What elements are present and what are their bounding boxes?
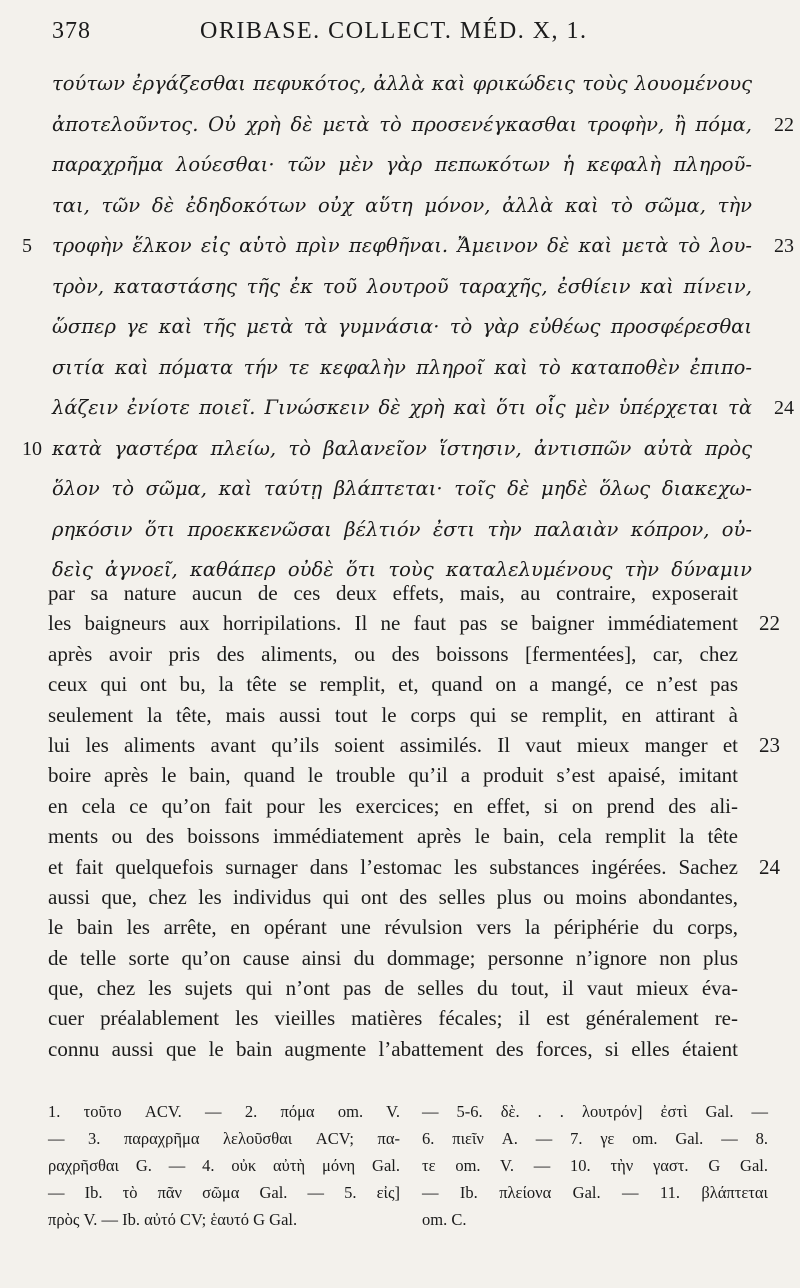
footnote-line: 6. πιεῖν A. — 7. γε om. Gal. — 8. [422, 1129, 768, 1148]
greek-line [52, 145, 752, 186]
french-line-text: ments ou des boissons immédiatement après le bain, cela remplit la tête [48, 824, 738, 849]
french-line-text: de telle sorte qu’on cause ainsi du dommage; personne n’ignore non plus [48, 945, 738, 970]
french-line-text: et fait quelquefois surnager dans l’estomac les substances ingérées. Sachez [48, 854, 738, 879]
french-line-text: lui les aliments avant qu’ils soient assimilés. Il vaut mieux manger et [48, 732, 738, 757]
french-line-text: connu aussi que le bain augmente l’abattement des forces, si elles étaient [48, 1036, 738, 1061]
french-line-text: aussi que, chez les individus qui ont des selles plus ou moins abondantes, [48, 884, 738, 909]
french-line [48, 791, 738, 821]
greek-line [52, 469, 752, 510]
greek-line [22, 429, 752, 470]
french-line-text: cuer préalablement les vieilles matières fécales; il est généralement re- [48, 1006, 738, 1031]
french-line-text: que, chez les sujets qui n’ont pas de selles du tout, il vaut mieux éva- [48, 976, 738, 1001]
greek-line-text: τρὸν, καταστάσης τῆς ἐκ τοῦ λουτροῦ ταραχῆς, ἐσθίειν καὶ πίνειν, [52, 274, 752, 298]
page-header [0, 18, 800, 54]
greek-line-text: ἀποτελοῦντος. Οὐ χρὴ δὲ μετὰ τὸ προσενέγκασθαι τροφὴν, ἢ πόμα, [52, 112, 752, 136]
greek-line [52, 64, 752, 105]
page-number: 378 [52, 18, 91, 44]
greek-line-text: ρηκόσιν ὅτι προεκκενῶσαι βέλτιόν ἐστι τὴν παλαιὰν κόπρον, οὐ- [52, 517, 752, 541]
footnotes [48, 1098, 768, 1248]
greek-line-text: σιτία καὶ πόματα τήν τε κεφαλὴν πληροῖ καὶ τὸ καταποθὲν ἐπιπο- [52, 355, 752, 379]
french-line [48, 943, 738, 973]
line-number: 5 [22, 235, 32, 257]
french-line-text: après avoir pris des aliments, ou des boissons [fermentées], car, chez [48, 641, 738, 666]
footnote-line: τε om. V. — 10. τὴν γαστ. G Gal. [422, 1156, 768, 1175]
section-number: 23 [774, 235, 794, 257]
french-line-text: seulement la tête, mais aussi tout le corps qui se remplit, en attirant à [48, 702, 738, 727]
french-line [48, 912, 738, 942]
greek-line [22, 226, 794, 267]
french-line [48, 1034, 738, 1064]
french-line [48, 669, 738, 699]
footnote-line: ραχρῆσθαι G. — 4. οὐκ αὐτὴ μόνη Gal. [48, 1156, 400, 1175]
greek-line-text: τροφὴν ἕλκον εἰς αὑτὸ πρὶν πεφθῆναι. Ἄμεινον δὲ καὶ μετὰ τὸ λου- [52, 234, 752, 257]
greek-line-text: τούτων ἐργάζεσθαι πεφυκότος, ἀλλὰ καὶ φρικώδεις τοὺς λουομένους [52, 72, 752, 95]
greek-line [52, 510, 752, 551]
footnote-line: — Ib. πλείονα Gal. — 11. βλάπτεται [422, 1183, 768, 1202]
footnote-line: om. C. [422, 1210, 467, 1229]
french-line [48, 700, 738, 730]
footnotes-right-column [422, 1098, 768, 1233]
french-line [48, 821, 738, 851]
french-line [48, 852, 780, 882]
greek-line [52, 307, 752, 348]
french-line [48, 608, 780, 638]
greek-line [52, 105, 794, 146]
french-line [48, 882, 738, 912]
greek-line [52, 186, 752, 227]
section-number: 24 [759, 854, 780, 879]
greek-text-block [22, 64, 794, 591]
footnote-line: — 3. παραχρῆμα λελοῦσθαι ACV; πα- [48, 1129, 400, 1148]
greek-line-text: παραχρῆμα λούεσθαι· τῶν μὲν γὰρ πεπωκότων ἡ κεφαλὴ πληροῦ- [52, 153, 752, 176]
section-number: 22 [759, 611, 780, 636]
greek-line-text: λάζειν ἐνίοτε ποιεῖ. Γινώσκειν δὲ χρὴ καὶ ὅτι οἷς μὲν ὑπέρχεται τὰ [52, 396, 752, 419]
running-title: ORIBASE. COLLECT. MÉD. X, 1. [200, 18, 588, 44]
french-line-text: les baigneurs aux horripilations. Il ne faut pas se baigner immédiatement [48, 611, 738, 636]
french-line [48, 578, 738, 608]
footnote-line: πρὸς V. — Ib. αὐτό CV; ἑαυτό G Gal. [48, 1210, 298, 1229]
greek-line-text: κατὰ γαστέρα πλείω, τὸ βαλανεῖον ἵστησιν, ἀντισπῶν αὐτὰ πρὸς [52, 436, 752, 460]
french-line-text: le bain les arrête, en opérant une révulsion vers la périphérie du corps, [48, 915, 738, 940]
greek-line-text: ὅλον τὸ σῶμα, καὶ ταύτῃ βλάπτεται· τοῖς δὲ μηδὲ ὅλως διακεχω- [52, 477, 752, 500]
french-translation-block [48, 578, 780, 1064]
french-line [48, 760, 738, 790]
section-number: 23 [759, 732, 780, 757]
footnote-line: — Ib. τὸ πᾶν σῶμα Gal. — 5. εἰς] [48, 1183, 400, 1202]
footnotes-left-column [48, 1098, 400, 1233]
greek-line-text: ται, τῶν δὲ ἐδηδοκότων οὐχ αὕτη μόνον, ἀλλὰ καὶ τὸ σῶμα, τὴν [52, 193, 752, 217]
french-line-text: en cela ce qu’on fait pour les exercices; en effet, si on prend des ali- [48, 793, 738, 818]
section-number: 24 [774, 397, 794, 419]
section-number: 22 [774, 113, 794, 136]
french-line [48, 730, 780, 760]
greek-line-text: ὥσπερ γε καὶ τῆς μετὰ τὰ γυμνάσια· τὸ γὰρ εὐθέως προσφέρεσθαι [52, 315, 752, 338]
greek-line-text: δεὶς ἀγνοεῖ, καθάπερ οὐδὲ ὅτι τοὺς καταλελυμένους τὴν δύναμιν [52, 558, 752, 581]
footnote-line: 1. τοῦτο ACV. — 2. πόμα om. V. [48, 1102, 400, 1121]
french-line [48, 973, 738, 1003]
french-line [48, 1003, 738, 1033]
french-line-text: par sa nature aucun de ces deux effets, mais, au contraire, exposerait [48, 581, 738, 605]
footnote-line: — 5-6. δὲ. . . λουτρόν] ἐστὶ Gal. — [422, 1102, 768, 1121]
line-number: 10 [22, 437, 42, 460]
greek-line [52, 388, 794, 429]
french-line-text: boire après le bain, quand le trouble qu’il a produit s’est apaisé, imitant [48, 763, 738, 788]
greek-line [52, 348, 752, 389]
french-line-text: ceux qui ont bu, la tête se remplit, et, quand on a mangé, ce n’est pas [48, 672, 738, 697]
french-line [48, 639, 738, 669]
greek-line [52, 267, 752, 308]
